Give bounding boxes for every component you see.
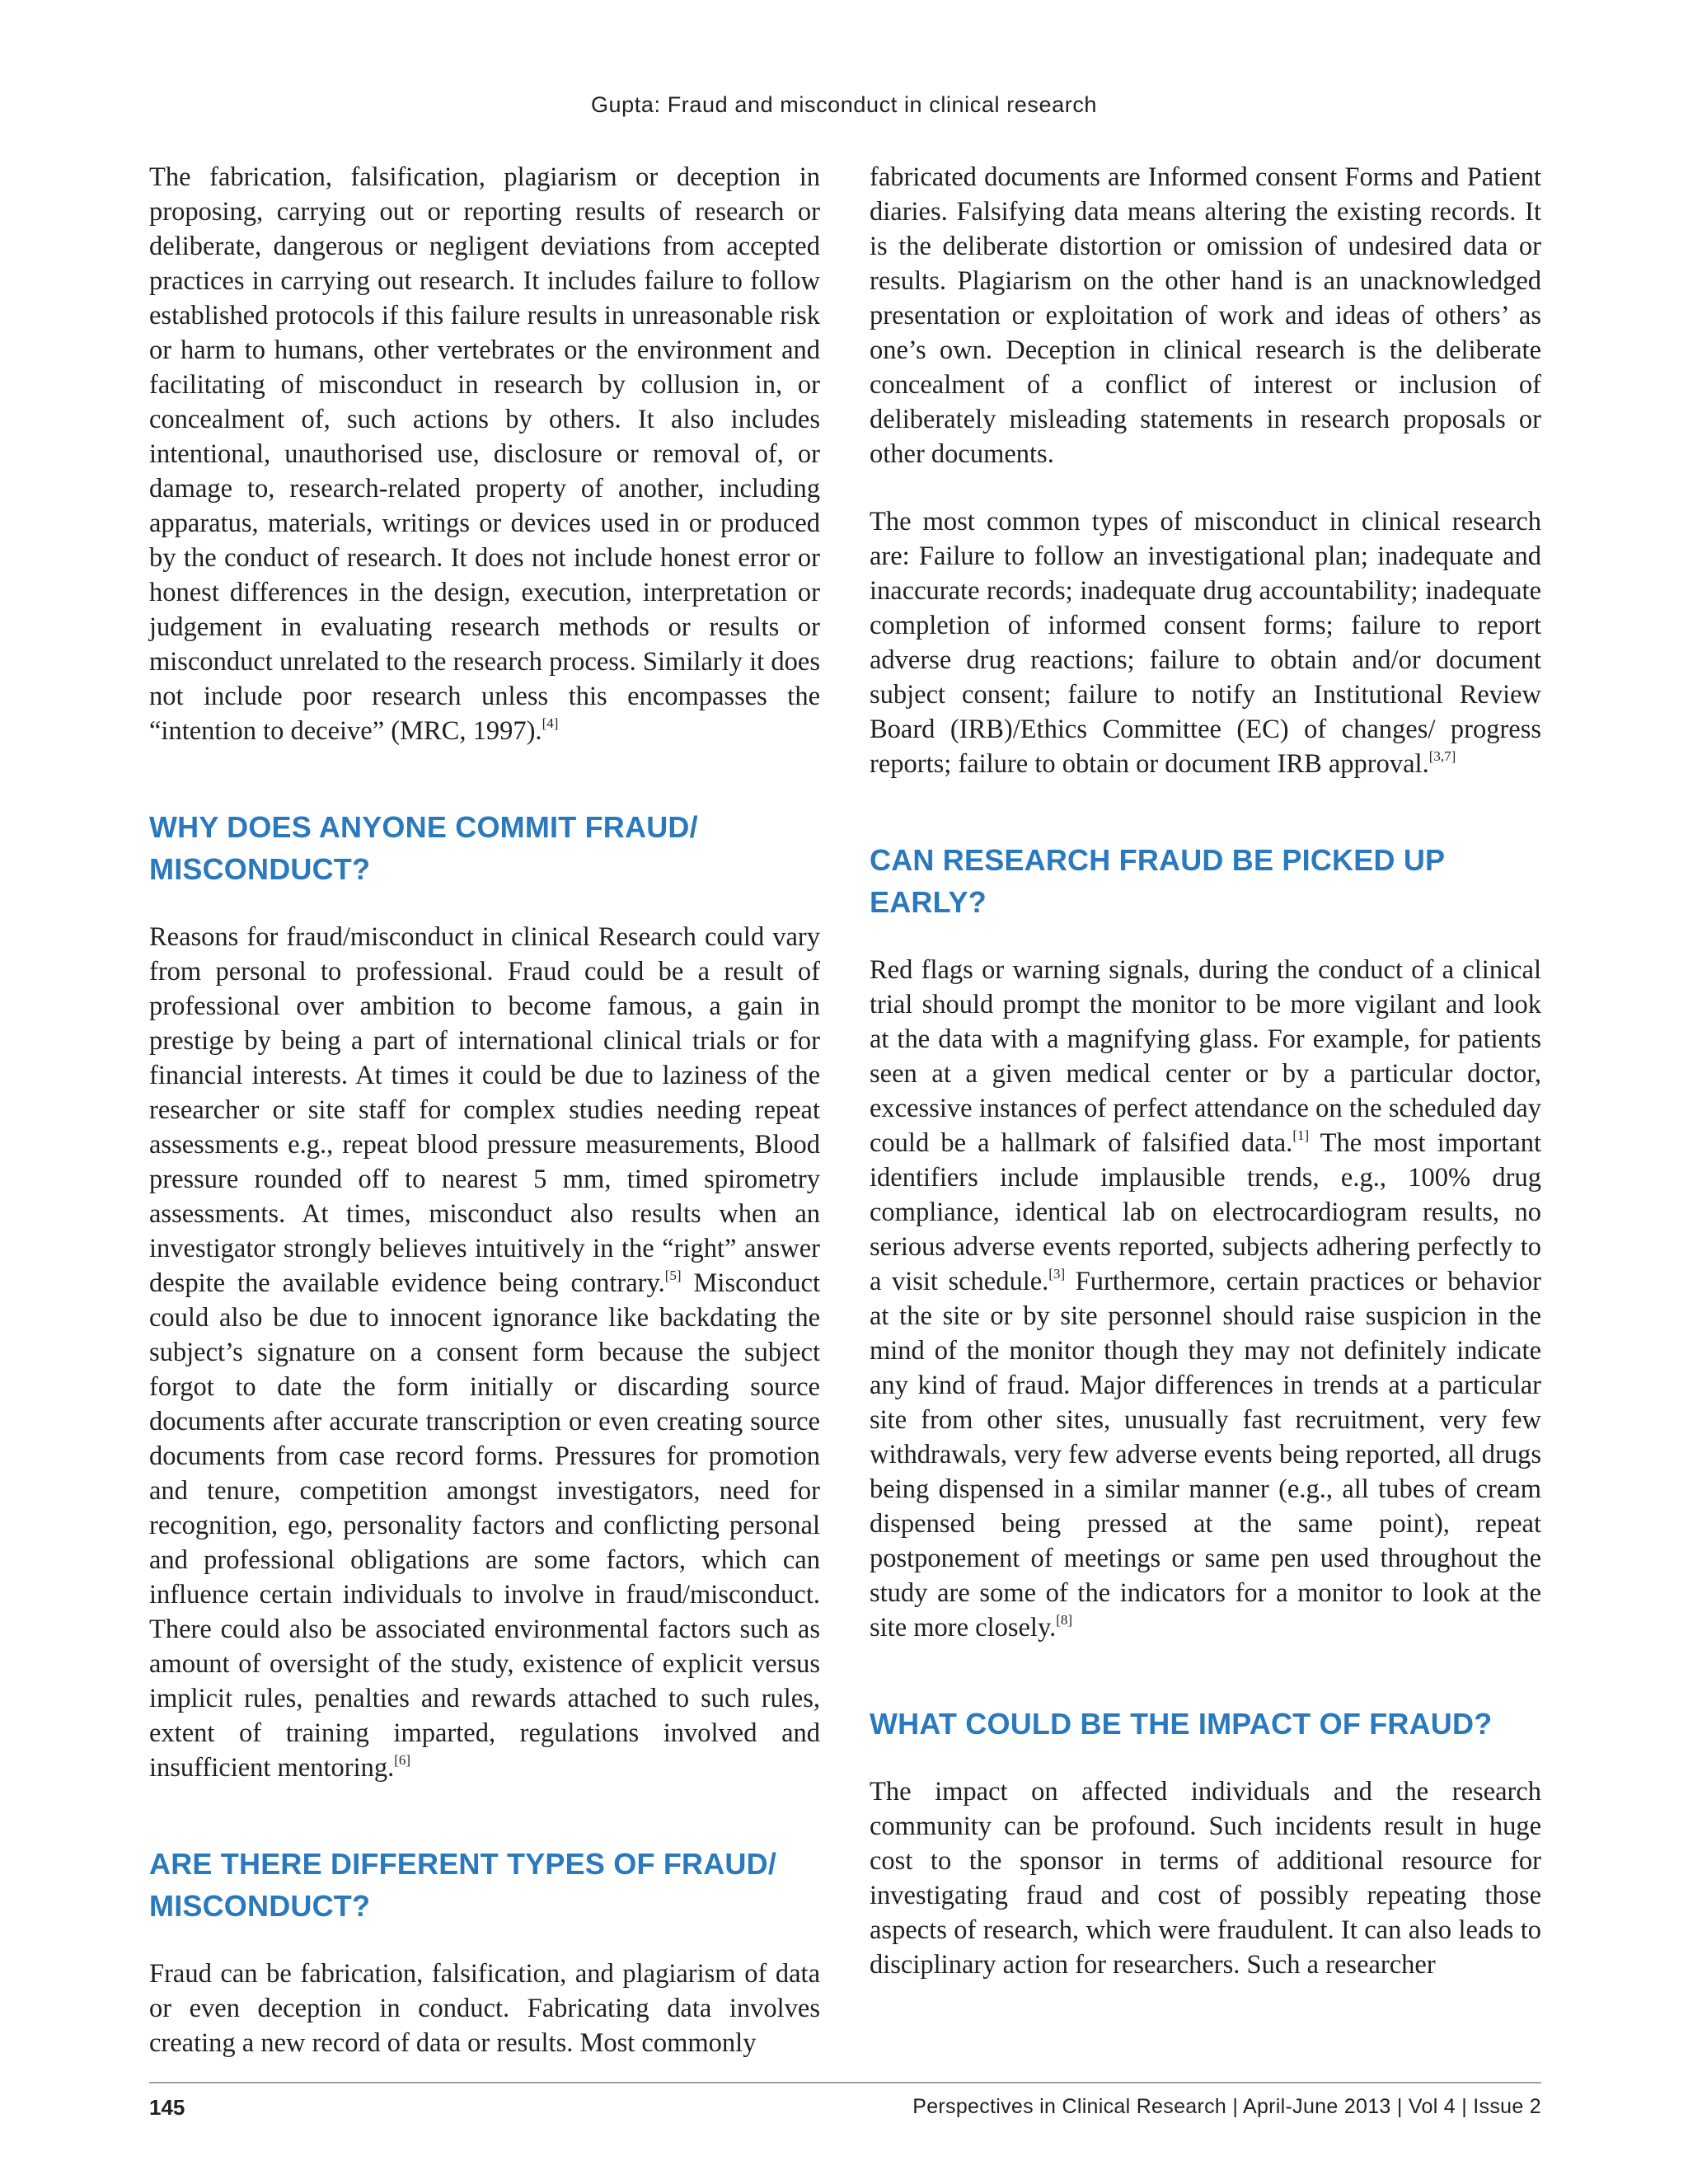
impact-paragraph: The impact on affected individuals and the research community can be profound. Such incidents result in huge cost to the sponsor in terms of additional resource for investigating fraud and cost of possibly repeating those aspects of research, which were fraudulent. It can also leads to disciplinary action for researchers. Such a researcher	[870, 1777, 1541, 1980]
citation-ref[interactable]: [3]	[1048, 1266, 1066, 1282]
citation-ref[interactable]: [6]	[394, 1752, 411, 1768]
early-text-3: Furthermore, certain practices or behavior at the site or by site personnel should raise suspicion in the mind of the monitor though they may not definitely indicate any kind of fraud. Major differences in trends at a particular site from other sites, unusually fast recruitment, very few withdrawals, very few adverse events being reported, all drugs being dispensed in a similar manner (e.g., all tubes of cream dispensed being pressed at the same point), repeat postponement of meetings or same pen used throughout the study are some of the indicators for a monitor to look at the site more closely.	[870, 1267, 1541, 1643]
common-types-text: The most common types of misconduct in clinical research are: Failure to follow an investigational plan; inadequate and inaccurate records; inadequate drug accountability; inadequate completion of informed consent forms; failure to report adverse drug reactions; failure to obtain and/or document subject consent; failure to notify an Institutional Review Board (IRB)/Ethics Committee (EC) of changes/ progress reports; failure to obtain or document IRB approval.	[870, 507, 1541, 779]
citation-ref[interactable]: [3,7]	[1428, 748, 1456, 764]
heading-why-fraud: WHY DOES ANYONE COMMIT FRAUD/ MISCONDUCT?	[149, 810, 698, 886]
journal-citation: Perspectives in Clinical Research | April-June 2013 | Vol 4 | Issue 2	[912, 2095, 1541, 2118]
right-column	[870, 160, 1541, 1982]
heading-types-of-fraud: ARE THERE DIFFERENT TYPES OF FRAUD/ MISCONDUCT?	[149, 1847, 777, 1923]
left-column	[149, 160, 820, 2060]
common-types-paragraph	[870, 504, 1541, 781]
page-number: 145	[149, 2095, 185, 2120]
intro-text: The fabrication, falsification, plagiarism or deception in proposing, carrying out or reporting results of research or deliberate, dangerous or negligent deviations from accepted practices in carrying out research. It includes failure to follow established protocols if this failure results in unreasonable risk or harm to humans, other vertebrates or the environment and facilitating of misconduct in research by collusion in, or concealment of, such actions by others. It also includes intentional, unauthorised use, disclosure or removal of, or damage to, research-related property of another, including apparatus, materials, writings or devices used in or produced by the conduct of research. It does not include honest error or honest differences in the design, execution, interpretation or judgement in evaluating research methods or results or misconduct unrelated to the research process. Similarly it does not include poor research unless this encompasses the “intention to deceive” (MRC, 1997).	[149, 162, 820, 746]
citation-ref[interactable]: [4]	[542, 715, 559, 731]
why-text-2: Misconduct could also be due to innocent ignorance like backdating the subject’s signature on a consent form because the subject forgot to date the form initially or discarding source documents after accurate transcription or even creating source documents from case record forms. Pressures for promotion and tenure, competition amongst investigators, need for recognition, ego, personality factors and conflicting personal and professional obligations are some factors, which can influence certain individuals to involve in fraud/misconduct. There could also be associated environmental factors such as amount of oversight of the study, existence of explicit versus implicit rules, penalties and rewards attached to such rules, extent of training imparted, regulations involved and insufficient mentoring.	[149, 1268, 820, 1783]
citation-ref[interactable]: [1]	[1292, 1127, 1310, 1143]
types-paragraph: Fraud can be fabrication, falsification, and plagiarism of data or even deception in conduct. Fabricating data involves creating a new record of data or results. Most commonly	[149, 1959, 820, 2058]
citation-ref[interactable]: [8]	[1056, 1612, 1073, 1628]
early-detection-paragraph	[870, 953, 1541, 1645]
heading-impact-of-fraud: WHAT COULD BE THE IMPACT OF FRAUD?	[870, 1707, 1493, 1741]
footer-divider	[149, 2082, 1541, 2083]
types-continued-paragraph: fabricated documents are Informed consent Forms and Patient diaries. Falsifying data means altering the existing records. It is the deliberate distortion or omission of undesired data or results. Plagiarism on the other hand is an unacknowledged presentation or exploitation of work and ideas of others’ as one’s own. Deception in clinical research is the deliberate concealment of a conflict of interest or inclusion of deliberately misleading statements in research proposals or other documents.	[870, 162, 1541, 469]
running-title: Gupta: Fraud and misconduct in clinical research	[590, 92, 1098, 117]
citation-ref[interactable]: [5]	[664, 1268, 682, 1283]
intro-paragraph	[149, 160, 820, 748]
early-text-2: The most important identifiers include implausible trends, e.g., 100% drug compliance, identical lab on electrocardiogram results, no serious adverse events reported, subjects adhering perfectly to a visit schedule.	[870, 1128, 1541, 1296]
why-fraud-paragraph	[149, 920, 820, 1785]
early-text-1: Red flags or warning signals, during the conduct of a clinical trial should prompt the monitor to be more vigilant and look at the data with a magnifying glass. For example, for patients seen at a given medical center or by a particular doctor, excessive instances of perfect attendance on the scheduled day could be a hallmark of falsified data.	[870, 955, 1541, 1158]
heading-picked-up-early: CAN RESEARCH FRAUD BE PICKED UP EARLY?	[870, 843, 1445, 919]
why-text-1: Reasons for fraud/misconduct in clinical Research could vary from personal to professional. Fraud could be a result of professional over ambition to become famous, a gain in prestige by being a part of international clinical trials or for financial interests. At times it could be due to laziness of the researcher or site staff for complex studies needing repeat assessments e.g., repeat blood pressure measurements, Blood pressure rounded off to nearest 5 mm, timed spirometry assessments. At times, misconduct also results when an investigator strongly believes intuitively in the “right” answer despite the available evidence being contrary.	[149, 922, 820, 1298]
